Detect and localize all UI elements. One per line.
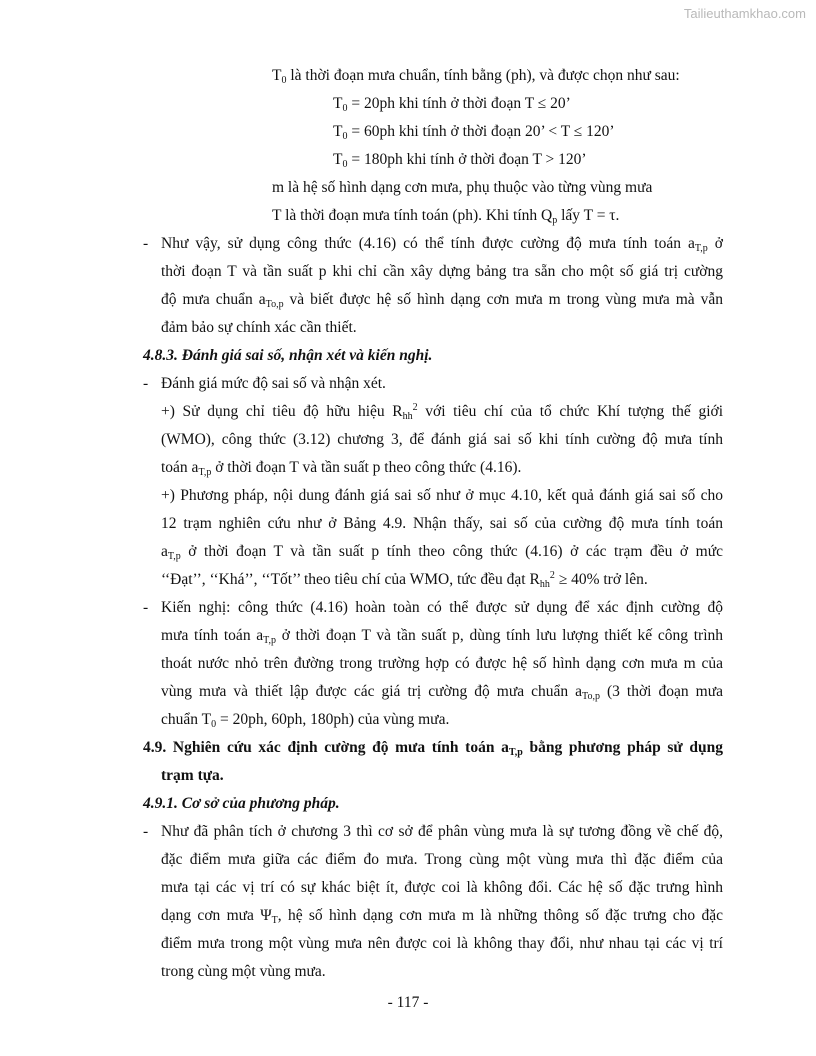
- text-line: Như vậy, sử dụng công thức (4.16) có thể tính được cường độ mưa tính toán $a_{T,p}$ ở: [161, 235, 723, 254]
- section-heading: 4.9. Nghiên cứu xác định cường độ mưa tính toán $a_{T,p}$ bằng phương pháp sử dụng: [143, 739, 723, 758]
- text-line: mưa tại các vị trí có sự khác biệt ít, được coi là không đổi. Các hệ số đặc trưng hình: [161, 879, 723, 896]
- text-line: Đánh giá mức độ sai số và nhận xét.: [161, 375, 386, 392]
- text-line: $T_0$ là thời đoạn mưa chuẩn, tính bằng (ph), và được chọn như sau:: [272, 67, 680, 86]
- text-line: trong cùng một vùng mưa.: [161, 963, 326, 980]
- section-heading: 4.9.1. Cơ sở của phương pháp.: [143, 795, 340, 812]
- text-line: +) Sử dụng chỉ tiêu độ hữu hiệu $R_{hh}^2$ với tiêu chí của tổ chức Khí tượng thế giới: [161, 402, 724, 422]
- text-line: +) Phương pháp, nội dung đánh giá sai số như ở mục 4.10, kết quả đánh giá sai số cho: [161, 487, 723, 504]
- text-line: vùng mưa và thiết lập được các giá trị cường độ mưa chuẩn $a_{To,p}$ (3 thời đoạn mưa: [161, 683, 724, 702]
- text-line: thời đoạn T và tần suất p khi chỉ cần xây dựng bảng tra sẵn cho một số giá trị cường: [161, 263, 723, 280]
- text-line: đặc điểm mưa giữa các điểm đo mưa. Trong cùng một vùng mưa thì đặc điểm của: [161, 851, 723, 868]
- text-line: T là thời đoạn mưa tính toán (ph). Khi tính $Q_p$ lấy T = τ.: [272, 207, 620, 226]
- text-line: $T_0 = 60ph$ khi tính ở thời đoạn 20’ < T ≤ 120’: [333, 123, 615, 142]
- page-number: - 117 -: [387, 994, 429, 1011]
- text-line: 12 trạm nghiên cứu như ở Bảng 4.9. Nhận thấy, sai số của cường độ mưa tính toán: [161, 515, 723, 532]
- bullet-dash: -: [143, 599, 149, 616]
- watermark: Tailieuthamkhao.com: [683, 6, 806, 21]
- bullet-dash: -: [143, 235, 149, 252]
- bullet-dash: -: [143, 375, 149, 392]
- text-line: Như đã phân tích ở chương 3 thì cơ sở để phân vùng mưa là sự tương đồng về chế độ,: [161, 823, 723, 840]
- text-line: mưa tính toán $a_{T,p}$ ở thời đoạn T và tần suất p, dùng tính lưu lượng thiết kế công trình: [161, 627, 724, 646]
- text-line: m là hệ số hình dạng cơn mưa, phụ thuộc vào từng vùng mưa: [272, 179, 653, 196]
- text-line: chuẩn $T_0 = 20ph$, 60ph, 180ph) của vùng mưa.: [161, 711, 450, 730]
- text-line: toán $a_{T,p}$ ở thời đoạn T và tần suất p theo công thức (4.16).: [161, 459, 522, 478]
- text-line: $a_{T,p}$ ở thời đoạn T và tần suất p tính theo công thức (4.16) ở các trạm đều ở mức: [161, 543, 723, 562]
- section-heading: 4.8.3. Đánh giá sai số, nhận xét và kiến nghị.: [143, 347, 433, 364]
- text-line: $T_0 = 20ph$ khi tính ở thời đoạn T ≤ 20’: [333, 95, 571, 114]
- bullet-dash: -: [143, 823, 149, 840]
- text-line: đảm bảo sự chính xác cần thiết.: [161, 319, 357, 336]
- text-line: $T_0 = 180ph$ khi tính ở thời đoạn T > 120’: [333, 151, 587, 170]
- text-line: thoát nước nhỏ trên đường trong trường hợp có được hệ số hình dạng cơn mưa m của: [161, 655, 723, 672]
- text-line: độ mưa chuẩn $a_{To,p}$ và biết được hệ số hình dạng cơn mưa m trong vùng mưa mà vẫn: [161, 291, 723, 310]
- text-line: dạng cơn mưa $\Psi_T$, hệ số hình dạng cơn mưa m là những thông số đặc trưng cho đặc: [161, 907, 723, 926]
- text-line: ‘‘Đạt’’, ‘‘Khá’’, ‘‘Tốt’’ theo tiêu chí của WMO, tức đều đạt $R_{hh}^2 \ge 40\%$ trở lên.: [161, 570, 648, 590]
- text-line: (WMO), công thức (3.12) chương 3, để đánh giá sai số khi tính cường độ mưa tính: [161, 431, 723, 448]
- text-line: Kiến nghị: công thức (4.16) hoàn toàn có thể được sử dụng để xác định cường độ: [161, 599, 723, 616]
- text-line: điểm mưa trong một vùng mưa nên được coi là không thay đổi, như nhau tại các vị trí: [161, 935, 723, 952]
- section-heading: trạm tựa.: [161, 767, 224, 784]
